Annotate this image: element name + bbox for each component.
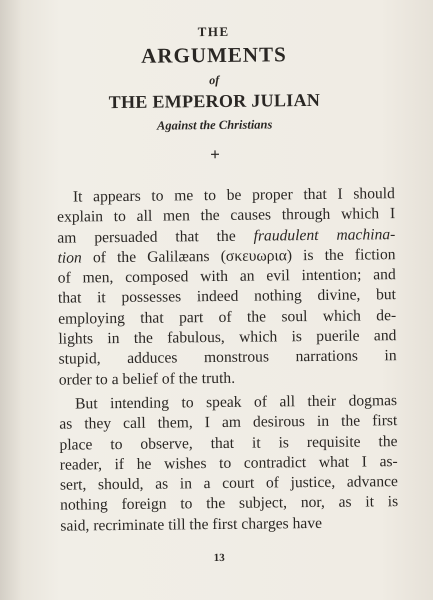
text-line: stupid, adduces monstrous narrations in bbox=[58, 347, 397, 369]
text-line: am persuaded that the fraudulent machina- bbox=[57, 225, 396, 247]
text-line: lights in the fabulous, which is puerile and bbox=[58, 327, 397, 348]
italic-phrase: fraudulent machina- bbox=[253, 225, 396, 245]
text-line: employing that part of the soul which de- bbox=[58, 306, 397, 328]
text-line: explain to all men the causes through which I bbox=[57, 205, 396, 226]
text-line: order to a belief of the truth. bbox=[58, 369, 236, 389]
paragraph-2 bbox=[59, 391, 398, 537]
italic-phrase: tion bbox=[57, 249, 82, 267]
text-line: tion of the Galilæans (σκευωρια) is the fiction bbox=[57, 246, 396, 267]
paragraph-1 bbox=[57, 184, 397, 390]
page-number: 13 bbox=[213, 551, 225, 565]
text-line: It appears to me to be proper that I should bbox=[72, 185, 395, 206]
text-line: as they call them, I am desirous in the first bbox=[59, 412, 398, 433]
title-emperor-julian: THE EMPEROR JULIAN bbox=[108, 89, 321, 113]
text-line: nothing foreign to the subject, nor, as it is bbox=[60, 493, 399, 515]
title-block bbox=[0, 0, 430, 133]
ornament-cross: + bbox=[210, 144, 220, 165]
title-the: THE bbox=[197, 23, 230, 40]
subtitle-against-christians: Against the Christians bbox=[156, 117, 273, 133]
text-line: reader, if he wishes to contradict what I as- bbox=[59, 453, 398, 474]
text-line: of men, composed with an evil intention; and bbox=[57, 266, 396, 287]
title-arguments: ARGUMENTS bbox=[141, 42, 287, 68]
text-line: But intending to speak of all their dogmas bbox=[74, 392, 398, 413]
text-line: place to observe, that it is requisite the bbox=[59, 432, 398, 454]
text-line: said, recriminate till the first charges have bbox=[60, 514, 323, 535]
text-line: sert, should, as in a court of justice, advance bbox=[59, 473, 399, 494]
text-line: that it possesses indeed nothing divine, but bbox=[57, 286, 397, 308]
title-of: of bbox=[209, 72, 220, 88]
